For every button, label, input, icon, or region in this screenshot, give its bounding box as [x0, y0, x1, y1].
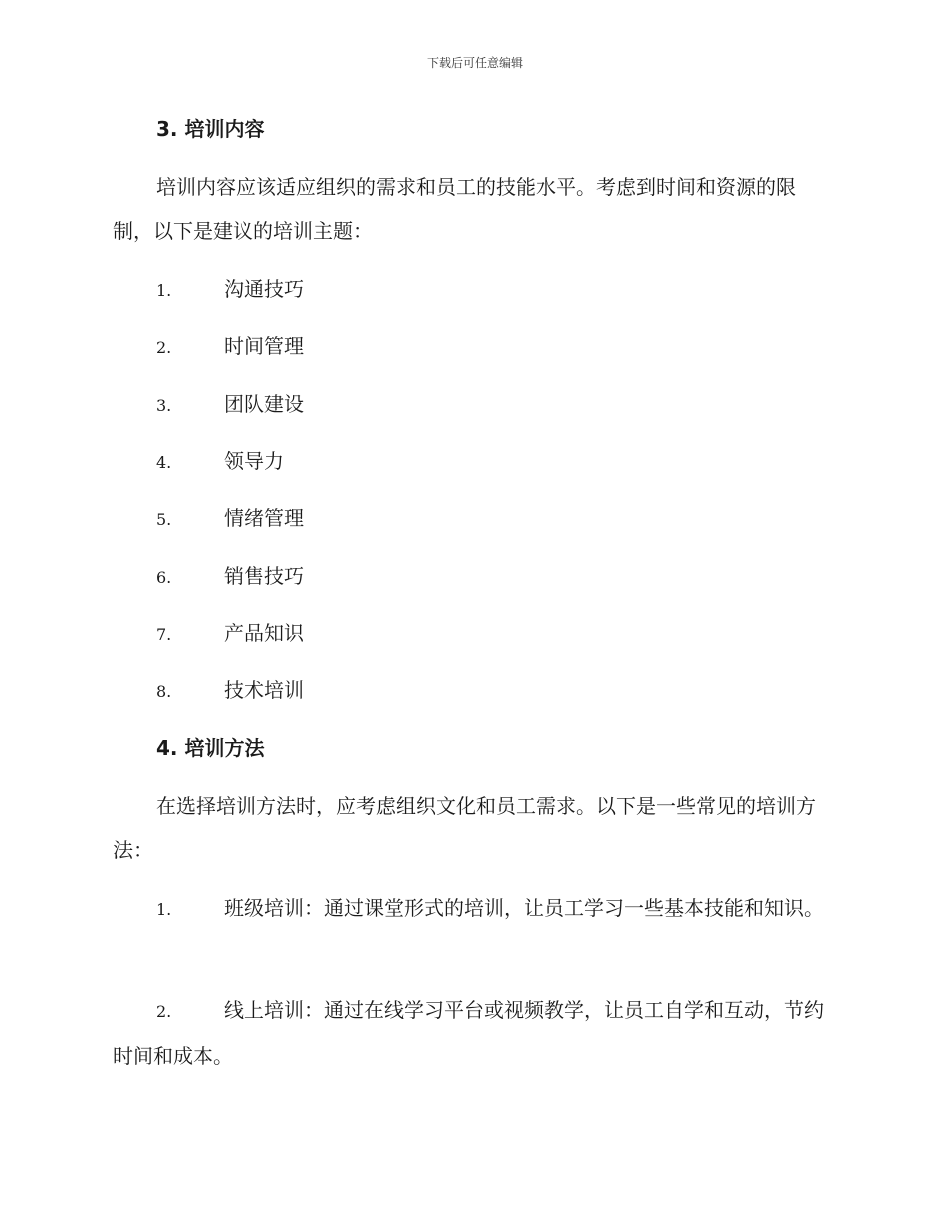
list-item: [156, 390, 304, 420]
list-item-text: 销售技巧: [224, 564, 304, 588]
list-item-text: 技术培训: [224, 678, 304, 702]
list-item-text: 团队建设: [224, 392, 304, 416]
list-item: [156, 275, 304, 305]
list-item-number: 4.: [156, 453, 172, 472]
list-item: [156, 332, 304, 362]
list-item-text: 沟通技巧: [224, 277, 304, 301]
list-item-number: 6.: [156, 568, 172, 587]
section-4-intro-text: 在选择培训方法时，应考虑组织文化和员工需求。以下是一些常见的培训方法：: [113, 794, 816, 862]
list-item: [113, 886, 835, 932]
section-3-intro-text: 培训内容应该适应组织的需求和员工的技能水平。考虑到时间和资源的限制，以下是建议的培训主题：: [113, 175, 796, 243]
list-item-number: 7.: [156, 625, 172, 644]
list-item-text: 领导力: [224, 449, 284, 473]
list-item-text: 情绪管理: [224, 506, 304, 530]
list-item-number: 1.: [156, 900, 172, 919]
list-item: [156, 619, 304, 649]
list-item-text: 班级培训：通过课堂形式的培训，让员工学习一些基本技能和知识。: [224, 896, 824, 920]
list-item-text: 时间管理: [224, 334, 304, 358]
section-3-intro: [113, 165, 833, 253]
list-item-number: 2.: [156, 1002, 172, 1021]
list-item-number: 2.: [156, 338, 172, 357]
section-4-heading: 4. 培训方法: [156, 736, 265, 760]
list-item-number: 8.: [156, 682, 172, 701]
list-item-text: 产品知识: [224, 621, 304, 645]
list-item: [156, 676, 304, 706]
list-item: [113, 988, 835, 1078]
list-item: [156, 504, 304, 534]
page-header: 下载后可任意编辑: [426, 56, 523, 70]
section-4-intro: [113, 784, 833, 872]
list-item: [156, 562, 304, 592]
list-item-text: 线上培训：通过在线学习平台或视频教学，让员工自学和互动，节约时间和成本。: [113, 998, 824, 1068]
list-item: [156, 447, 284, 477]
section-3-heading: 3. 培训内容: [156, 117, 265, 141]
list-item-number: 1.: [156, 281, 172, 300]
list-item-number: 5.: [156, 510, 172, 529]
list-item-number: 3.: [156, 396, 172, 415]
